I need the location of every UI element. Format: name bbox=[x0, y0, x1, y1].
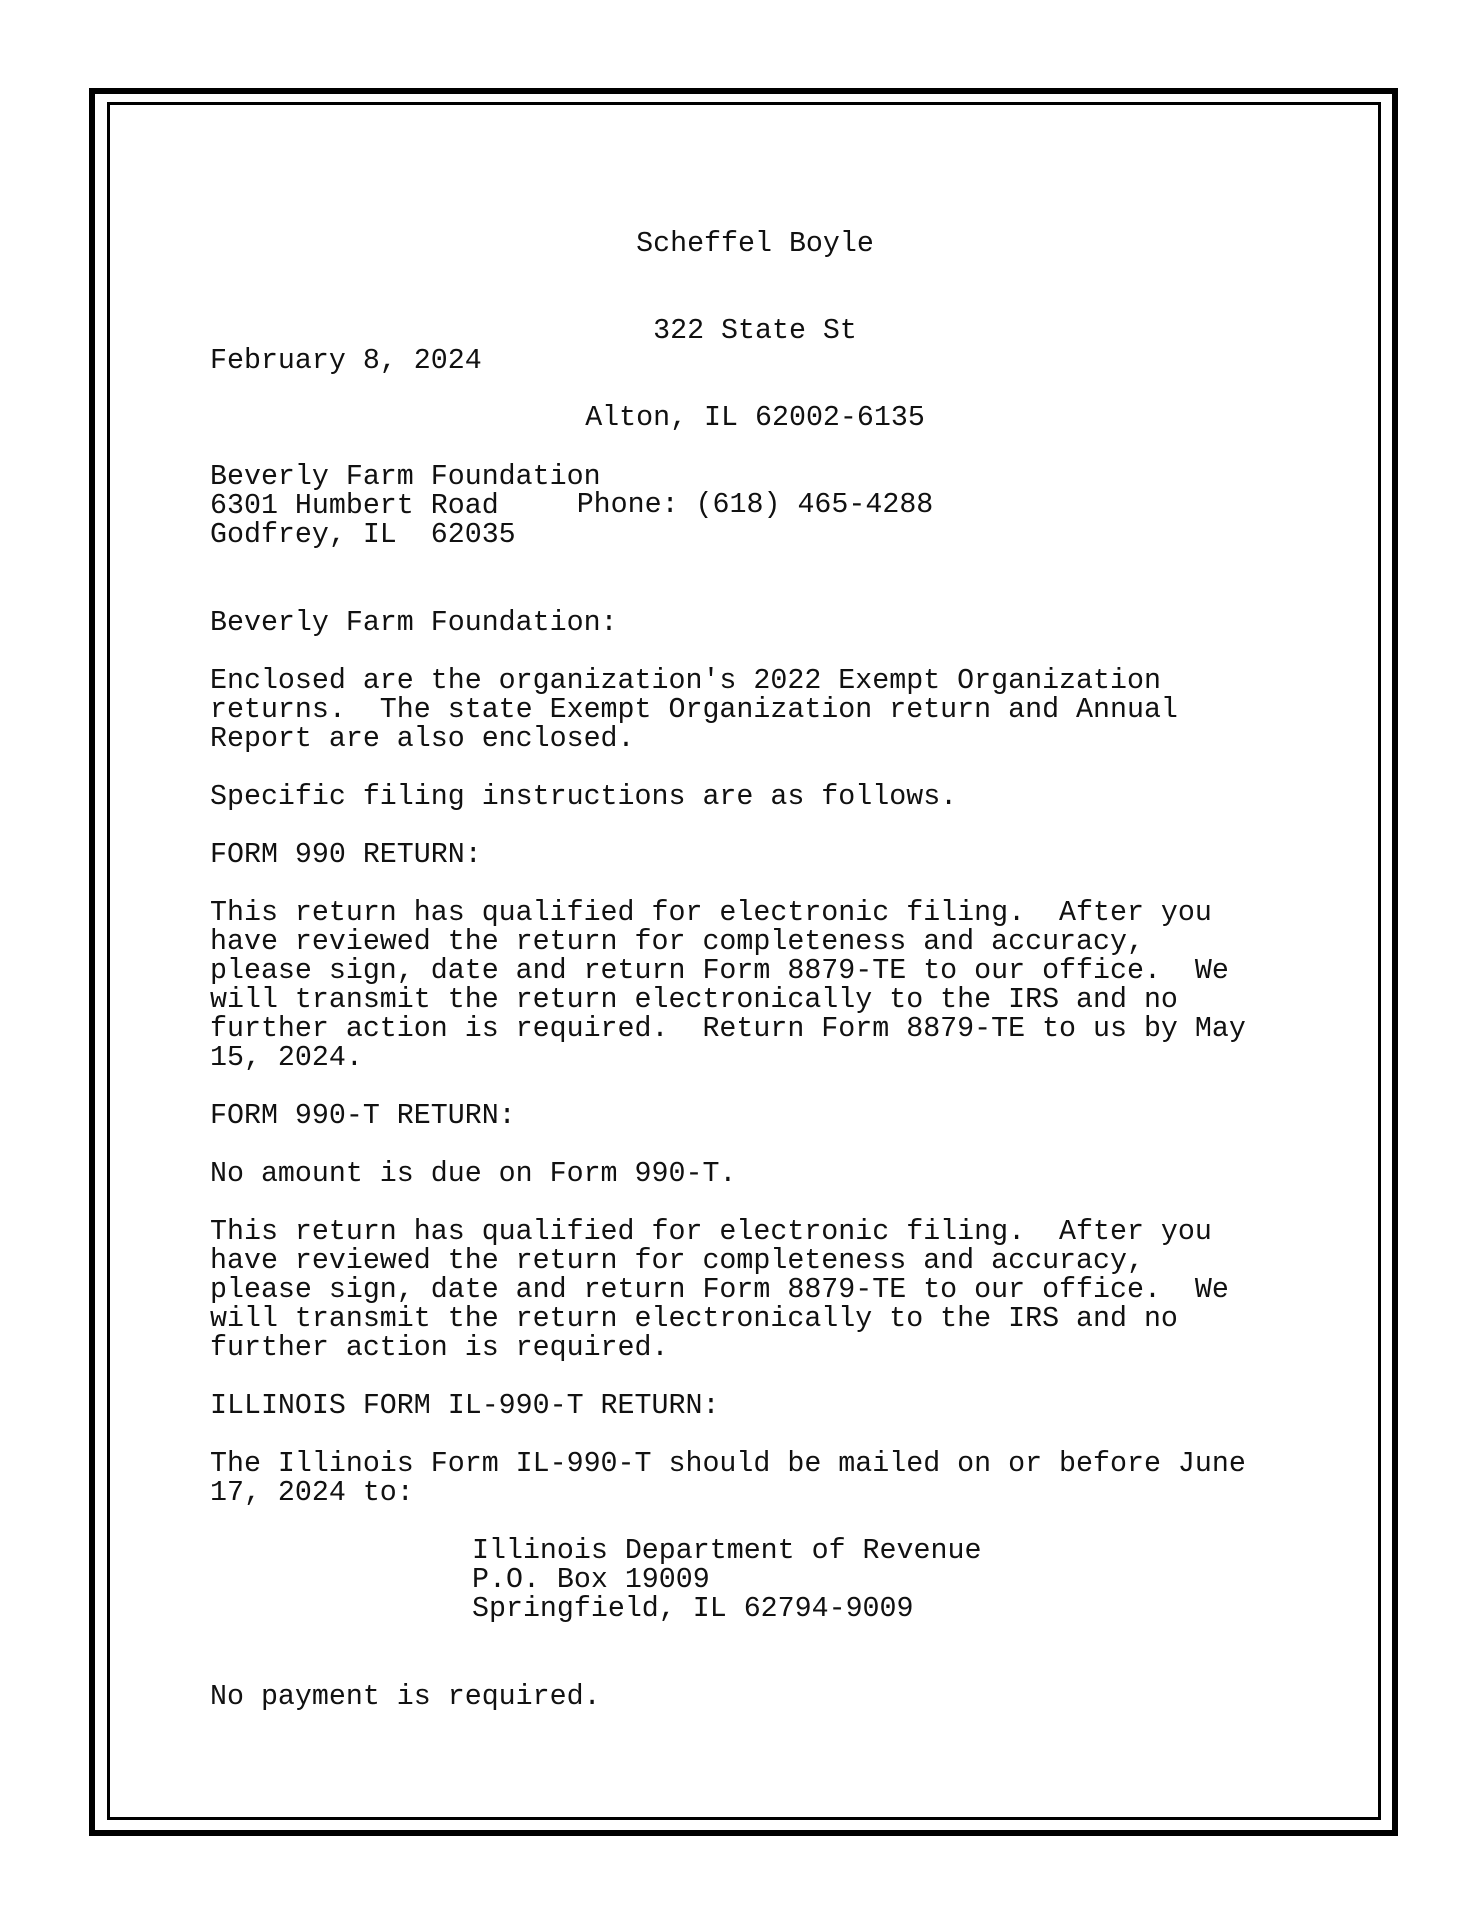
form990t-body-line: please sign, date and return Form 8879-TE to our office. We bbox=[210, 1274, 1229, 1306]
form990-body-line: have reviewed the return for completeness and accuracy, bbox=[210, 926, 1144, 958]
form990-body-line: This return has qualified for electronic filing. After you bbox=[210, 897, 1212, 929]
recipient-city-state-zip: Godfrey, IL 62035 bbox=[210, 519, 516, 551]
firm-phone: Phone: (618) 465-4288 bbox=[576, 489, 934, 521]
intro-line: returns. The state Exempt Organization return and Annual bbox=[210, 694, 1178, 726]
mailing-address-line: Springfield, IL 62794-9009 bbox=[472, 1593, 914, 1625]
payment-note: No payment is required. bbox=[210, 1681, 601, 1713]
il990t-heading: ILLINOIS FORM IL-990-T RETURN: bbox=[210, 1390, 720, 1422]
form990-body-line: further action is required. Return Form 8879-TE to us by May bbox=[210, 1013, 1246, 1045]
form990t-body-line: have reviewed the return for completeness and accuracy, bbox=[210, 1245, 1144, 1277]
form990t-body-line: will transmit the return electronically to the IRS and no bbox=[210, 1303, 1178, 1335]
instructions-intro: Specific filing instructions are as follows. bbox=[210, 781, 958, 813]
letter-date: February 8, 2024 bbox=[210, 345, 482, 377]
mailing-address-line: P.O. Box 19009 bbox=[472, 1564, 710, 1596]
intro-line: Report are also enclosed. bbox=[210, 723, 635, 755]
firm-city-state-zip: Alton, IL 62002-6135 bbox=[585, 402, 925, 434]
recipient-name: Beverly Farm Foundation bbox=[210, 461, 601, 493]
mailing-address-line: Illinois Department of Revenue bbox=[472, 1535, 982, 1567]
form990-heading: FORM 990 RETURN: bbox=[210, 839, 482, 871]
form990t-body-line: This return has qualified for electronic filing. After you bbox=[210, 1216, 1212, 1248]
firm-street: 322 State St bbox=[653, 315, 857, 347]
form990-body-line: please sign, date and return Form 8879-TE to our office. We bbox=[210, 955, 1229, 987]
form990t-amount-note: No amount is due on Form 990-T. bbox=[210, 1158, 737, 1190]
form990-body-line: will transmit the return electronically to the IRS and no bbox=[210, 984, 1178, 1016]
intro-line: Enclosed are the organization's 2022 Exempt Organization bbox=[210, 665, 1161, 697]
form990t-body-line: further action is required. bbox=[210, 1332, 669, 1364]
il990t-body-line: 17, 2024 to: bbox=[210, 1477, 414, 1509]
letter-body bbox=[210, 172, 1290, 1713]
form990-body-line: 15, 2024. bbox=[210, 1042, 363, 1074]
form990t-heading: FORM 990-T RETURN: bbox=[210, 1100, 516, 1132]
firm-name: Scheffel Boyle bbox=[636, 228, 874, 260]
il990t-body-line: The Illinois Form IL-990-T should be mailed on or before June bbox=[210, 1448, 1246, 1480]
salutation: Beverly Farm Foundation: bbox=[210, 607, 618, 639]
recipient-street: 6301 Humbert Road bbox=[210, 490, 499, 522]
